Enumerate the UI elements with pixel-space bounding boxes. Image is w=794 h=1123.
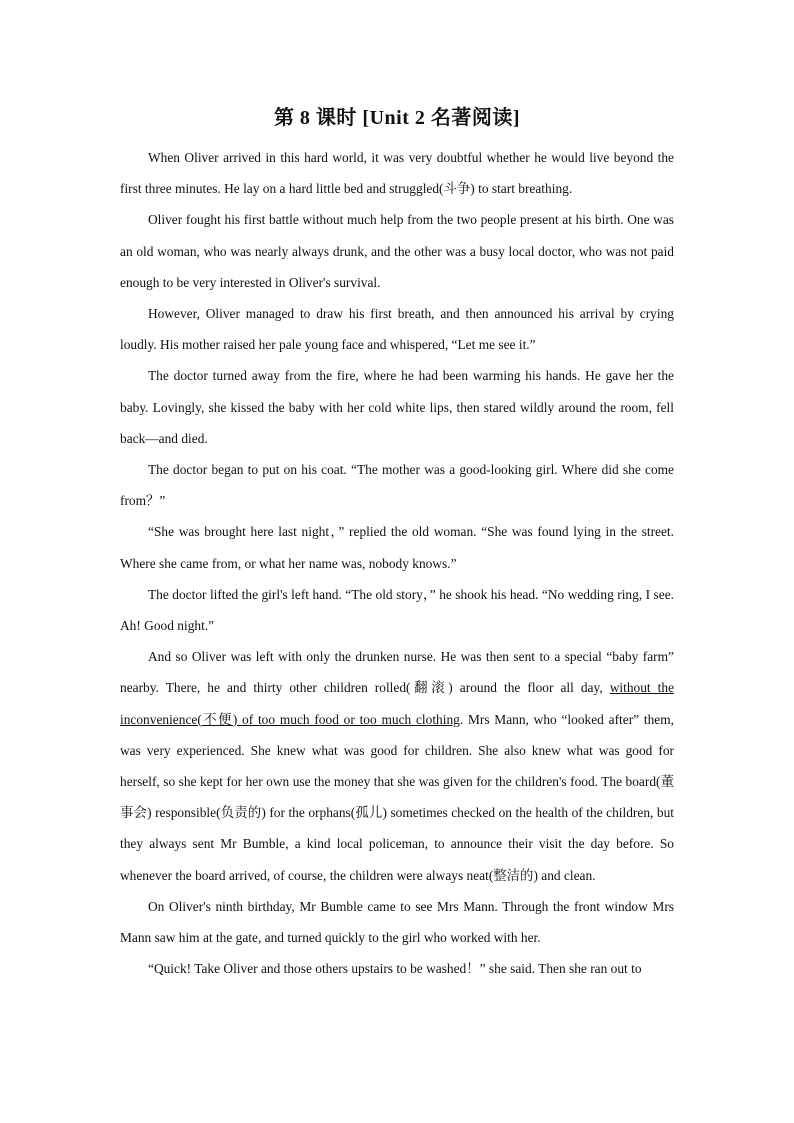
paragraph-7: The doctor lifted the girl's left hand. “The old story，” he shook his head. “No wedding ring, I see. Ah! Good night.” [120, 586, 674, 634]
document-page [120, 104, 674, 984]
paragraph-1: When Oliver arrived in this hard world, it was very doubtful whether he would live beyond the first three minutes. He lay on a hard little bed and struggled(斗争) to start breathing. [120, 150, 674, 197]
paragraph-9: On Oliver's ninth birthday, Mr Bumble came to see Mrs Mann. Through the front window Mrs Mann saw him at the gate, and turned quickly to the girl who worked with her. [120, 898, 674, 946]
paragraph-10: “Quick! Take Oliver and those others upstairs to be washed！” she said. Then she ran out to [148, 961, 642, 977]
underlined-phrase: without the inconvenience(不便) of too much food or too much clothing [120, 680, 675, 727]
paragraph-8 [120, 641, 674, 891]
paragraph-8-before: And so Oliver was left with only the drunken nurse. He was then sent to a special “baby farm” nearby. There, he and thirty other children rolled(翻滚) around the floor all day, [120, 649, 674, 696]
paragraph-2: Oliver fought his first battle without much help from the two people present at his birth. One was an old woman, who was nearly always drunk, and the other was a busy local doctor, who was not paid enough to be very interested in Oliver's survival. [120, 212, 674, 290]
document-title: 第 8 课时 [Unit 2 名著阅读] [273, 107, 521, 129]
paragraph-6: “She was brought here last night，” replied the old woman. “She was found lying in the street. Where she came from, or what her name was, nobody knows.” [120, 524, 674, 571]
paragraph-3: However, Oliver managed to draw his first breath, and then announced his arrival by crying loudly. His mother raised her pale young face and whispered, “Let me see it.” [120, 306, 674, 353]
paragraph-8-after: . Mrs Mann, who “looked after” them, was very experienced. She knew what was good for children. She also knew what was good for herself, so she kept for her own use the money that she was given for the children's food. The board(董事会) responsible(负责的) for the orphans(孤儿) sometimes checked on the health of the children, but they always sent Mr Bumble, a kind local policeman, to announce their visit the day before. So whenever the board arrived, of course, the children were always neat(整洁的) and clean. [120, 711, 674, 883]
paragraph-5: The doctor began to put on his coat. “The mother was a good-looking girl. Where did she come from？” [120, 462, 674, 509]
paragraph-4: The doctor turned away from the fire, where he had been warming his hands. He gave her the baby. Lovingly, she kissed the baby with her cold white lips, then stared wildly around the room, fell back—and died. [120, 368, 674, 446]
